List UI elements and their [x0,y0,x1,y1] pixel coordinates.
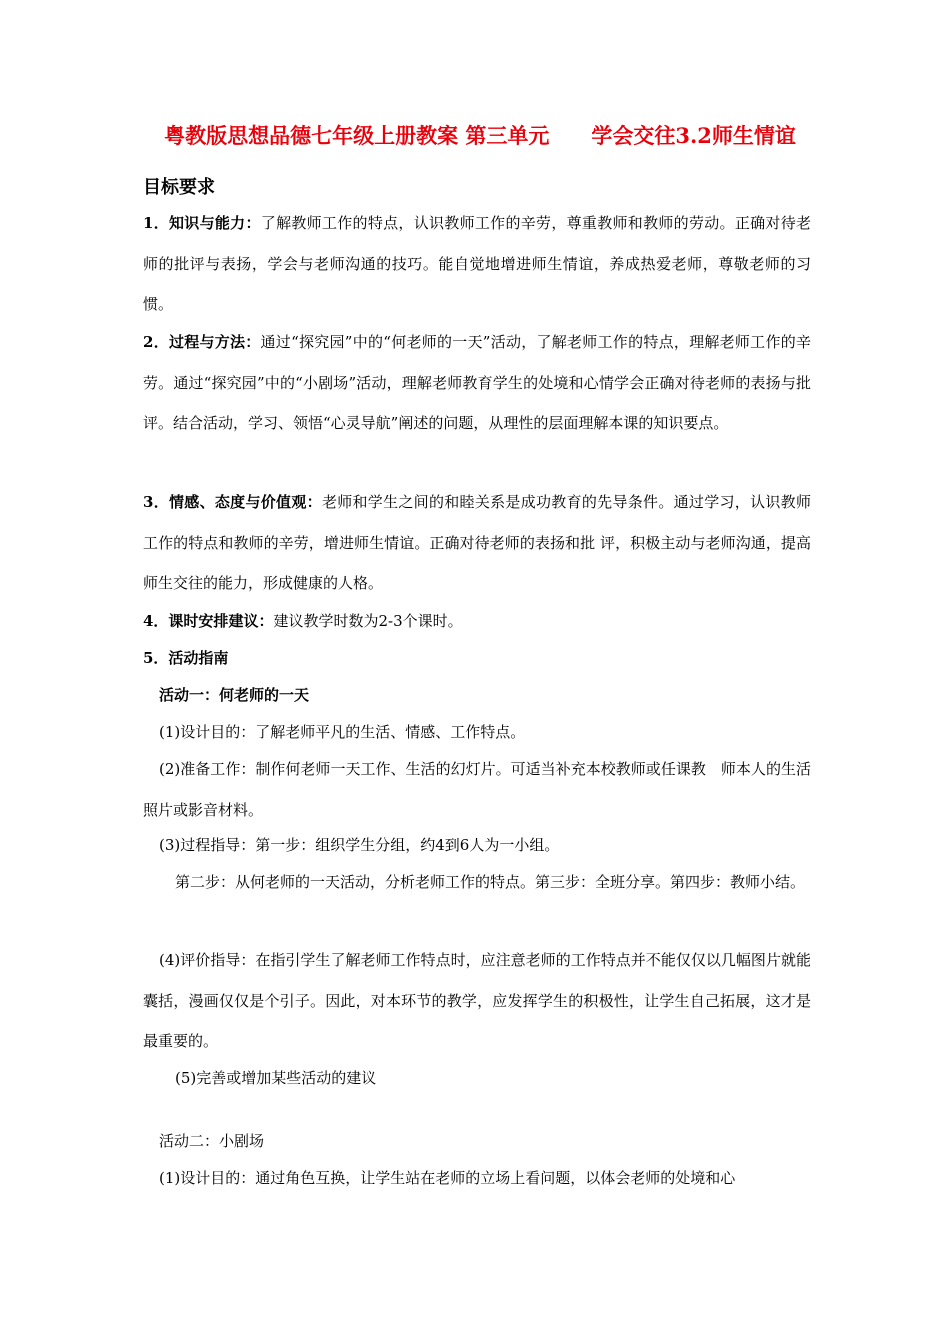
goal-item-1 [143,203,811,325]
goal-item-1-text: 了解教师工作的特点，认识教师工作的辛劳，尊重教师和教师的劳动。正确对待老师的批评与表扬，学会与老师沟通的技巧。能自觉地增进师生情谊，养成热爱老师，尊敬老师的习惯。 [143,214,811,313]
goal-item-2 [143,322,811,444]
activity1-purpose: (1)设计目的：了解老师平凡的生活、情感、工作特点。 [159,723,526,741]
goal-item-4-text: 建议教学时数为2-3个课时。 [273,612,463,630]
activity1-evaluation: (4)评价指导：在指引学生了解老师工作特点时，应注意老师的工作特点并不能仅仅以几幅图片就能囊括，漫画仅仅是个引子。因此，对本环节的教学，应发挥学生的积极性，让学生自己拓展，这才是最重要的。 [143,951,811,1050]
activity1-preparation: (2)准备工作：制作何老师一天工作、生活的幻灯片。可适当补充本校教师或任课教 师本人的生活照片或影音材料。 [143,760,811,819]
goal-item-3-label: 3．情感、态度与价值观： [143,493,322,511]
goal-item-5 [143,638,811,679]
activity1-suggestion: (5)完善或增加某些活动的建议 [175,1069,377,1087]
goal-item-4-label: 4．课时安排建议： [143,612,274,630]
section-heading: 目标要求 [143,177,215,198]
activity2-purpose: (1)设计目的：通过角色互换，让学生站在老师的立场上看问题，以体会老师的处境和心 [159,1169,736,1187]
goal-item-5-label: 5．活动指南 [143,649,229,667]
activity1-title: 活动一：何老师的一天 [159,686,310,704]
goal-item-3-text: 老师和学生之间的和睦关系是成功教育的先导条件。通过学习，认识教师工作的特点和教师的辛劳，增进师生情谊。正确对待老师的表扬和批 评，积极主动与老师沟通，提高师生交往的能力，形成健康的人格。 [143,493,811,592]
goal-item-3 [143,482,811,604]
document-title: 粤教版思想品德七年级上册教案 第三单元 学会交往3.2师生情谊 [164,123,796,148]
goal-item-4 [143,601,811,642]
goal-item-2-label: 2．过程与方法： [143,333,261,351]
activity2-title: 活动二：小剧场 [159,1132,265,1150]
activity1-process: (3)过程指导：第一步：组织学生分组，约4到6人为一小组。 [159,836,560,854]
activity1-steps: 第二步：从何老师的一天活动，分析老师工作的特点。第三步：全班分享。第四步：教师小结。 [175,873,806,891]
goal-item-1-label: 1．知识与能力： [143,214,261,232]
goal-item-2-text: 通过“探究园”中的“何老师的一天”活动，了解老师工作的特点，理解老师工作的辛劳。通过“探究园”中的“小剧场”活动，理解老师教育学生的处境和心情学会正确对待老师的表扬与批评。结合活动，学习、领悟“心灵导航”阐述的问题，从理性的层面理解本课的知识要点。 [143,333,811,432]
